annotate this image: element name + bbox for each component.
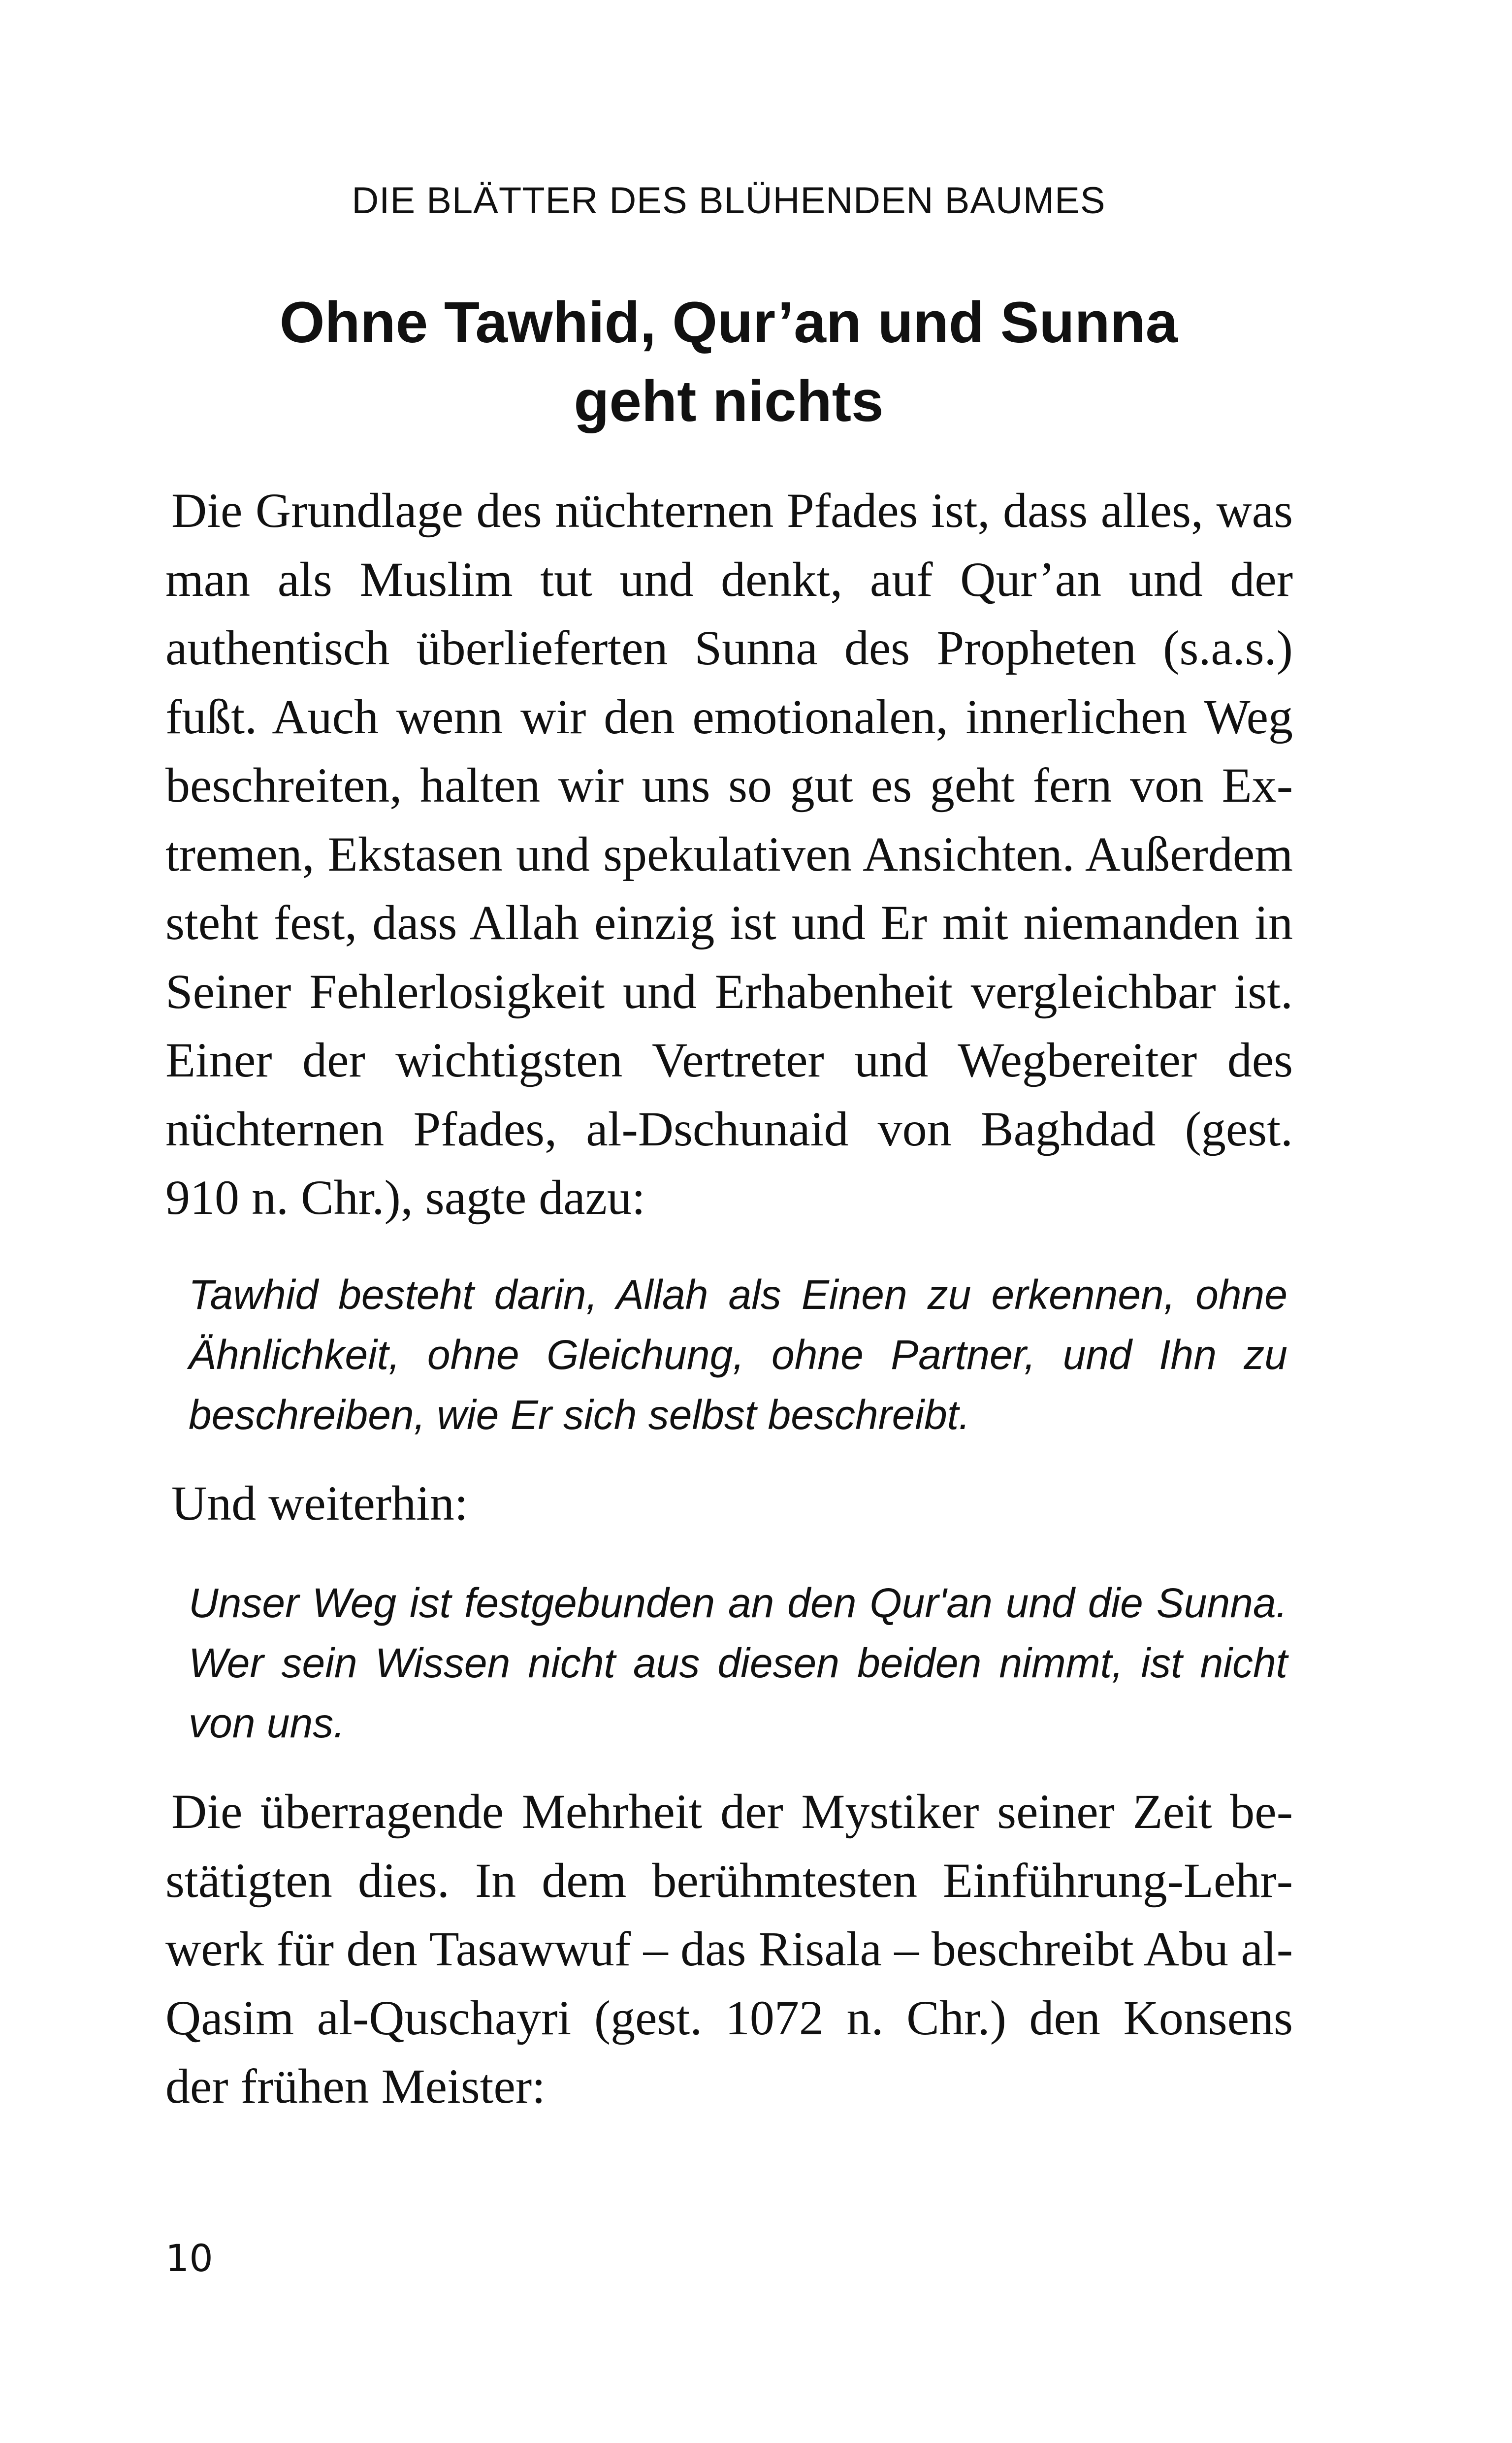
page-number: 10 bbox=[165, 2236, 213, 2280]
body-paragraph: Die Grundlage des nüchternen Pfades ist, dass alles, was man als Muslim tut und denkt, auf Qur’an und der authentisch überlieferten Sunna des Propheten (s.a.s.) fußt. Auch wenn wir den emotionalen, innerlichen Weg beschreiten, halten wir uns so gut es geht fern von Extremen, Ekstasen und spekulativen Ansichten. Außerdem steht fest, dass Allah einzig ist und Er mit niemanden in Seiner Fehlerlosigkeit und Erhabenheit vergleichbar ist. Einer der wichtigsten Vertreter und Wegbereiter des nüchternen Pfades, al-Dschunaid von Baghdad (gest. 910 n. Chr.), sagte dazu: bbox=[165, 483, 1293, 1225]
block-quote: Tawhid besteht darin, Allah als Einen zu erkennen, ohne Ähnlichkeit, ohne Gleichung, ohne Partner, und Ihn zu beschreiben, wie Er sich selbst beschreibt. bbox=[189, 1271, 1287, 1438]
chapter-title-line-1: Ohne Tawhid, Qur’an und Sunna bbox=[279, 290, 1178, 355]
chapter-title bbox=[0, 283, 1457, 441]
body-paragraph: Und weiterhin: bbox=[171, 1476, 468, 1531]
body-paragraph: Die überragende Mehrheit der Mystiker seiner Zeit bestätigten dies. In dem berühmtesten Einführung-Lehrwerk für den Tasawwuf – das Risala – beschreibt Abu al-Qasim al-Quschayri (gest. 1072 n. Chr.) den Konsens der frühen Meister: bbox=[165, 1784, 1293, 2114]
running-header: DIE BLÄTTER DES BLÜHENDEN BAUMES bbox=[352, 180, 1106, 222]
chapter-title-line-2: geht nichts bbox=[574, 369, 884, 434]
block-quote: Unser Weg ist festgebunden an den Qur'an und die Sunna. Wer sein Wissen nicht aus diesen beiden nimmt, ist nicht von uns. bbox=[189, 1580, 1287, 1746]
